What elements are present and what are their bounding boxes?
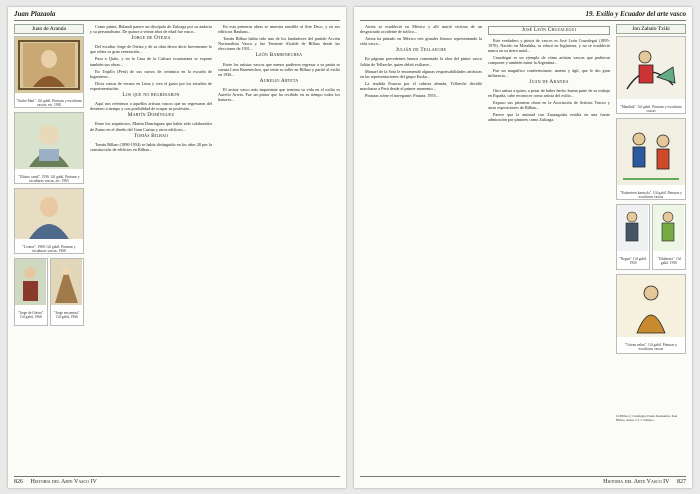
paragraph: En Trujillo (Perú) de sus cursos de cerámica en la escuela de Ingenieros... bbox=[90, 68, 212, 79]
figure-caption: "Urtean zehar". Gil gabil. Pinturas y esculturas vascas bbox=[624, 343, 678, 352]
udaberria-illustration bbox=[653, 205, 684, 251]
figure-caption: "Jorge de Oteiza". Gil gabil, 1966 bbox=[17, 311, 45, 320]
section-heading: Jorge de Oteiza bbox=[131, 35, 171, 42]
paragraph: Pasa a Quito, y en la Casa de la Cultura ecuatoriana se expone también sus obras... bbox=[90, 56, 212, 67]
figure-caption: "Jorge encuentra". Gil gabil, 1966 bbox=[53, 311, 81, 320]
painting-figure bbox=[616, 204, 650, 270]
section-heading: José León Cruzalegui bbox=[488, 26, 610, 35]
figure-label: Jon Zabalo Txiki bbox=[616, 24, 686, 34]
paragraph: Pinturas sobre el navegante: Pintura, 1955... bbox=[365, 93, 439, 99]
paragraph: Entre los artistas vascos que menos pudieron regresar a su patria se cuenta León Barrenechea, que tenía su taller en Bilbao y partió al exilio en 1936... bbox=[218, 61, 340, 77]
section-heading: Juan de Aranda bbox=[529, 78, 569, 85]
paragraph: Dicta cursos de verano en Lima y crea el gusto por los estudios de experimentación. bbox=[90, 80, 212, 91]
left-figure-column bbox=[14, 24, 84, 470]
painting-figure bbox=[652, 204, 686, 270]
painting-figure bbox=[616, 36, 686, 114]
text-column-2 bbox=[218, 24, 340, 104]
running-head: 19. Exilio y Ecuador del arte vasco bbox=[585, 10, 686, 18]
paragraph: Arteta se estableció en México y allí murió víctima de un desgraciado accidente de tráfico... bbox=[360, 24, 482, 35]
paragraph: Como pintor, Bikandi parece un discípulo de Zuloaga por su audacia y su personalismo. De quince a veinte años de edad fue vasco... bbox=[90, 24, 212, 35]
left-page bbox=[8, 7, 346, 488]
painting-figure bbox=[14, 36, 84, 108]
urtean-illustration bbox=[617, 275, 685, 337]
header-rule bbox=[14, 20, 340, 21]
paragraph: Del escultor Jorge de Oteiza y de su obra deseo decir brevemente lo que relata su gran veneración... bbox=[90, 44, 212, 55]
paragraph: Entre los arquitectos, Martín Domínguez que había sido colaborador de Zuazo en el diseño del Gran Casino y otros edificios... bbox=[90, 121, 212, 132]
encuentra-painting bbox=[51, 259, 82, 305]
text-column-2 bbox=[488, 24, 610, 124]
paragraph: Otro artista a quien, a pesar de haber hecho buena parte de su trabajo en España, cabe reconocer como artista del exilio... bbox=[488, 87, 610, 98]
running-head: Juan Plazaola bbox=[14, 10, 56, 18]
paragraph: En páginas precedentes hemos comentado la obra del pintor vasco Julián de Tellaeche, quien debió exiliarse... bbox=[360, 56, 482, 67]
page-number: 827 bbox=[677, 479, 686, 485]
section-heading: Martín Domínguez bbox=[127, 112, 175, 119]
paragraph: Cruzalegui es un ejemplo de cómo artistas vascos que pudieron componer y también mirar la Argentina... bbox=[488, 55, 610, 66]
figure-caption: "Andre Mari". Gil gabil. Pinturas y esculturas vascas, etc. 1965 bbox=[16, 99, 82, 108]
oteiza-painting bbox=[15, 259, 46, 305]
paragraph: Arteta ha pintado en México tres grandes lienzos representando la vida vasca... bbox=[360, 36, 482, 47]
figure-caption: "Udaberria". Gil gabil. 1950 bbox=[657, 257, 681, 266]
header-rule bbox=[360, 20, 686, 21]
page-footer bbox=[14, 479, 340, 485]
book-spread bbox=[8, 7, 692, 488]
leonor-painting bbox=[15, 189, 83, 239]
page-number: 826 bbox=[14, 479, 23, 485]
painting-figure bbox=[616, 118, 686, 200]
paragraph: Parece que la amistad con Zuazagoitia residía en una fuerte admiración por pintores como Zuloaga. bbox=[488, 112, 610, 123]
figure-caption: "Negua". Gil gabil. 1950 bbox=[619, 257, 647, 266]
footnotes: 16 Bilbao y Cruzalegui, Eusko Ikaskuntza. Juan Bilbao, artista. Cf. J. Zubieta... bbox=[616, 414, 678, 422]
esaberiren-illustration bbox=[617, 119, 685, 185]
painting-figure bbox=[50, 258, 84, 326]
paragraph: La tendida Francia por el cubista alemán, Tellaeche decidió marcharse a Perú desde el primer momento... bbox=[360, 80, 482, 91]
right-figure-column bbox=[616, 24, 686, 470]
paragraph: Manuel de la Sota le encomendó algunas responsabilidades artísticas en las representaciones del grupo Eusko... bbox=[360, 68, 482, 79]
paragraph: En esta primeras obras se muestra sensible al Arte Deco, y en sus edificios Bauhaus... bbox=[218, 24, 340, 35]
page-footer bbox=[360, 479, 686, 485]
text-column-1 bbox=[90, 24, 212, 154]
painting-figure bbox=[616, 274, 686, 354]
paragraph: Fue un magnífico conferenciante, ameno y ágil, que le dio gran influencia... bbox=[488, 67, 610, 78]
section-heading: Julián de Tellaeche bbox=[395, 47, 447, 54]
painting-figure bbox=[14, 112, 84, 184]
section-heading: Los que no regresaron bbox=[122, 92, 180, 99]
andre-mari-painting bbox=[15, 37, 83, 93]
figure-pair bbox=[14, 258, 84, 326]
paragraph: Este verdadero y pintor de vascos es José León Cruzalegui (1895-1970). Nacido en Mondaka, se educó en Inglaterra, y no se estableció nunca en su tierra natal... bbox=[488, 38, 610, 54]
negua-illustration bbox=[617, 205, 648, 251]
footer-title: Historia del Arte Vasco IV bbox=[30, 479, 97, 485]
figure-caption: "Mandiak". Gil gabil. Pinturas y esculturas vascas bbox=[620, 105, 682, 114]
footer-title: Historia del Arte Vasco IV bbox=[603, 479, 670, 485]
painting-figure bbox=[14, 188, 84, 254]
paragraph: Aquí nos referimos a aquellos artistas vascos que no regresaron del destierro a tiempo y con posibilidad de ocupar su profesión... bbox=[90, 101, 212, 112]
paragraph: El artista vasco más importante que termina su vida en el exilio es Aurelio Arteta. Fue un pintor que ha recibido en su tiempo todos los honores... bbox=[218, 86, 340, 103]
section-heading: León Barrenechea bbox=[255, 52, 303, 59]
footer-rule bbox=[360, 476, 686, 477]
figure-caption: "Ultimo canal", 1956. Gil gabil. Pinturas y esculturas vascas, etc. 1965 bbox=[18, 175, 80, 184]
right-page bbox=[354, 7, 692, 488]
paragraph: Tomás Bilbao había sido uno de los fundadores del partido Acción Nacionalista Vasca y fue Teniente Alcalde de Bilbao desde las elecciones de 1931... bbox=[218, 36, 340, 52]
figure-pair bbox=[616, 204, 686, 270]
figure-caption: "Esaberiren kanta da". Gil gabil. Pinturas y esculturas vascas bbox=[619, 191, 682, 200]
painting-figure bbox=[14, 258, 48, 326]
footer-rule bbox=[14, 476, 340, 477]
paragraph: Tomás Bilbao (1890-1954) se había distinguido en los años 20 por la construcción de edificios en Bilbao... bbox=[90, 141, 212, 152]
text-column-1 bbox=[360, 24, 482, 100]
figure-label: Juan de Aranda bbox=[14, 24, 84, 34]
mandiak-illustration bbox=[617, 37, 685, 99]
paragraph: Expuso sus primeras obras en la Asociación de Artistas Vascos y otras exposiciones de Bilbao... bbox=[488, 100, 610, 111]
ultimo-canal-painting bbox=[15, 113, 83, 169]
section-heading: Tomás Bilbao bbox=[133, 132, 169, 139]
figure-caption: "Leonor", 1968. Gil gabil. Pinturas y esculturas vascas, 1968 bbox=[22, 245, 76, 254]
section-heading: Aurelio Arteta bbox=[259, 77, 299, 84]
